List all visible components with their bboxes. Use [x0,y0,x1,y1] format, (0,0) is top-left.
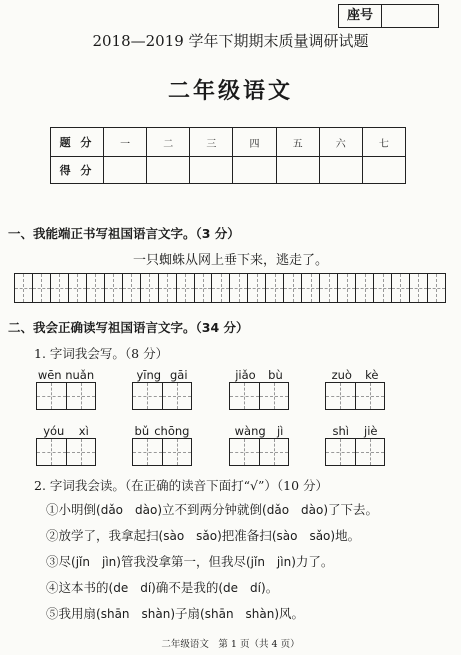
pinyin-text-2: nuǎn [65,368,95,382]
character-box[interactable] [37,439,67,465]
grid-cell[interactable] [266,274,284,302]
pinyin-syllable-1: shì [332,424,349,438]
character-box[interactable] [163,383,192,409]
character-box[interactable] [326,439,356,465]
grid-cell[interactable] [428,274,445,302]
grid-cell[interactable] [248,274,266,302]
grid-cell[interactable] [15,274,33,302]
character-box[interactable] [260,383,289,409]
pronunciation-options[interactable]: (jǐn jìn) [245,555,296,569]
reading-line [46,578,278,596]
grid-cell[interactable] [33,274,51,302]
reading-line [46,526,360,544]
character-box[interactable] [260,439,289,465]
grid-cell[interactable] [410,274,428,302]
line-text: ④ [46,580,59,595]
pinyin-group [132,368,192,410]
line-text: 风。 [279,606,305,621]
section1-title: 一、我能端正书写祖国语言文字。（3 分） [8,226,240,241]
reading-line [46,500,378,518]
score-table [50,127,406,184]
seat-value-field[interactable] [382,5,438,27]
score-col-5: 五 [276,128,319,157]
grid-cell[interactable] [212,274,230,302]
line-text: ③ [46,554,59,569]
reading-line [46,604,304,622]
line-text: 这本书的 [58,580,109,595]
character-box[interactable] [230,439,260,465]
grid-cell[interactable] [356,274,374,302]
score-table-head-2: 得 分 [51,157,104,184]
grid-cell[interactable] [159,274,177,302]
question2-title: 2. 字词我会读。（在正确的读音下面打“√”）（10 分） [34,478,329,493]
line-text: 把准备扫 [221,528,272,543]
pronunciation-options[interactable]: (dǎo dào) [96,503,163,517]
character-box[interactable] [163,439,192,465]
pinyin-syllable-1: wēn [37,368,62,382]
grid-cell[interactable] [374,274,392,302]
line-text: 立不到两分钟就倒 [162,502,263,517]
page-footer: 二年级语文 第 1 页（共 4 页） [161,639,300,650]
line-text: ⑤ [46,606,59,621]
pinyin-syllable-1: yīng [136,368,162,382]
pinyin-group [229,368,289,410]
character-box[interactable] [67,383,96,409]
grid-cell[interactable] [69,274,87,302]
character-box[interactable] [356,439,385,465]
line-text: 尽 [58,554,72,569]
line-text: 地。 [335,528,361,543]
score-col-4: 四 [233,128,276,157]
grid-cell[interactable] [338,274,356,302]
score-col-3: 三 [190,128,233,157]
pinyin-group [229,424,289,466]
line-text: 小明倒 [58,502,97,517]
character-box[interactable] [37,383,67,409]
score-col-7: 七 [362,128,405,157]
pronunciation-options[interactable]: (jǐn jìn) [71,555,121,569]
line-text: ① [46,502,59,517]
grid-cell[interactable] [87,274,105,302]
pinyin-syllable-1: bǔ [134,424,150,438]
score-cell[interactable] [104,157,147,184]
grid-cell[interactable] [195,274,213,302]
grid-cell[interactable] [320,274,338,302]
pinyin-text-2: chōng [154,424,190,438]
grid-cell[interactable] [302,274,320,302]
score-cell[interactable] [319,157,362,184]
score-cell[interactable] [233,157,276,184]
line-text: 子扇 [175,606,201,621]
line-text: 放学了，我拿起扫 [58,528,159,543]
pronunciation-options[interactable]: (de dí) [218,581,266,595]
score-col-2: 二 [147,128,190,157]
grid-cell[interactable] [105,274,123,302]
grid-cell[interactable] [230,274,248,302]
score-table-head-1: 题 分 [51,128,104,157]
character-box[interactable] [133,383,163,409]
score-cell[interactable] [190,157,233,184]
pinyin-group [325,424,385,466]
grid-cell[interactable] [177,274,195,302]
character-box[interactable] [133,439,163,465]
pinyin-group [36,424,96,466]
pinyin-syllable-1: zuò [331,368,352,382]
seat-number-box [338,4,439,28]
pronunciation-options[interactable]: (de dí) [108,581,156,595]
score-cell[interactable] [147,157,190,184]
line-text: 我用扇 [58,606,97,621]
line-text: 力了。 [295,554,334,569]
grid-cell[interactable] [51,274,69,302]
copy-sentence: 一只蜘蛛从网上垂下来，逃走了。 [132,253,328,268]
character-box[interactable] [326,383,356,409]
question1-title: 1. 字词我会写。（8 分） [34,346,169,361]
pinyin-text-2: bù [268,368,283,382]
pronunciation-options[interactable]: (sào sǎo) [158,529,222,543]
line-text: 了下去。 [328,502,379,517]
pinyin-group [325,368,385,410]
line-text: 。 [265,580,279,595]
score-col-6: 六 [319,128,362,157]
grid-cell[interactable] [141,274,159,302]
pronunciation-options[interactable]: (sào sǎo) [271,529,336,543]
score-col-1: 一 [104,128,147,157]
seat-label: 座号 [339,5,382,27]
exam-title: 2018—2019 学年下期期末质量调研试题 [92,32,369,50]
line-text: 管我没拿第一，但我尽 [120,554,246,569]
pinyin-syllable-1: wàng [234,424,266,438]
subject-title: 二年级语文 [167,79,293,104]
score-cell[interactable] [276,157,319,184]
pinyin-syllable-1: jiǎo [235,368,256,382]
grid-cell[interactable] [123,274,141,302]
line-text: ② [46,528,59,543]
grid-cell[interactable] [392,274,410,302]
pinyin-text-2: jiè [364,424,378,438]
pinyin-group [36,368,96,410]
pinyin-syllable-1: yóu [43,424,65,438]
pinyin-text-2: xì [78,424,89,438]
pronunciation-options[interactable]: (dǎo dào) [262,503,329,517]
character-box[interactable] [67,439,96,465]
line-text: 确不是我的 [155,580,219,595]
score-cell[interactable] [362,157,405,184]
pronunciation-options[interactable]: (shān shàn) [96,607,176,621]
pinyin-group [132,424,192,466]
pronunciation-options[interactable]: (shān shàn) [200,607,280,621]
grid-cell[interactable] [284,274,302,302]
pinyin-text-2: jì [276,424,284,438]
character-box[interactable] [230,383,260,409]
character-box[interactable] [356,383,385,409]
pinyin-text-2: kè [365,368,379,382]
writing-grid[interactable] [14,273,446,303]
reading-line [46,552,333,570]
pinyin-text-2: gāi [169,368,188,382]
section2-title: 二、我会正确读写祖国语言文字。（34 分） [8,320,249,335]
